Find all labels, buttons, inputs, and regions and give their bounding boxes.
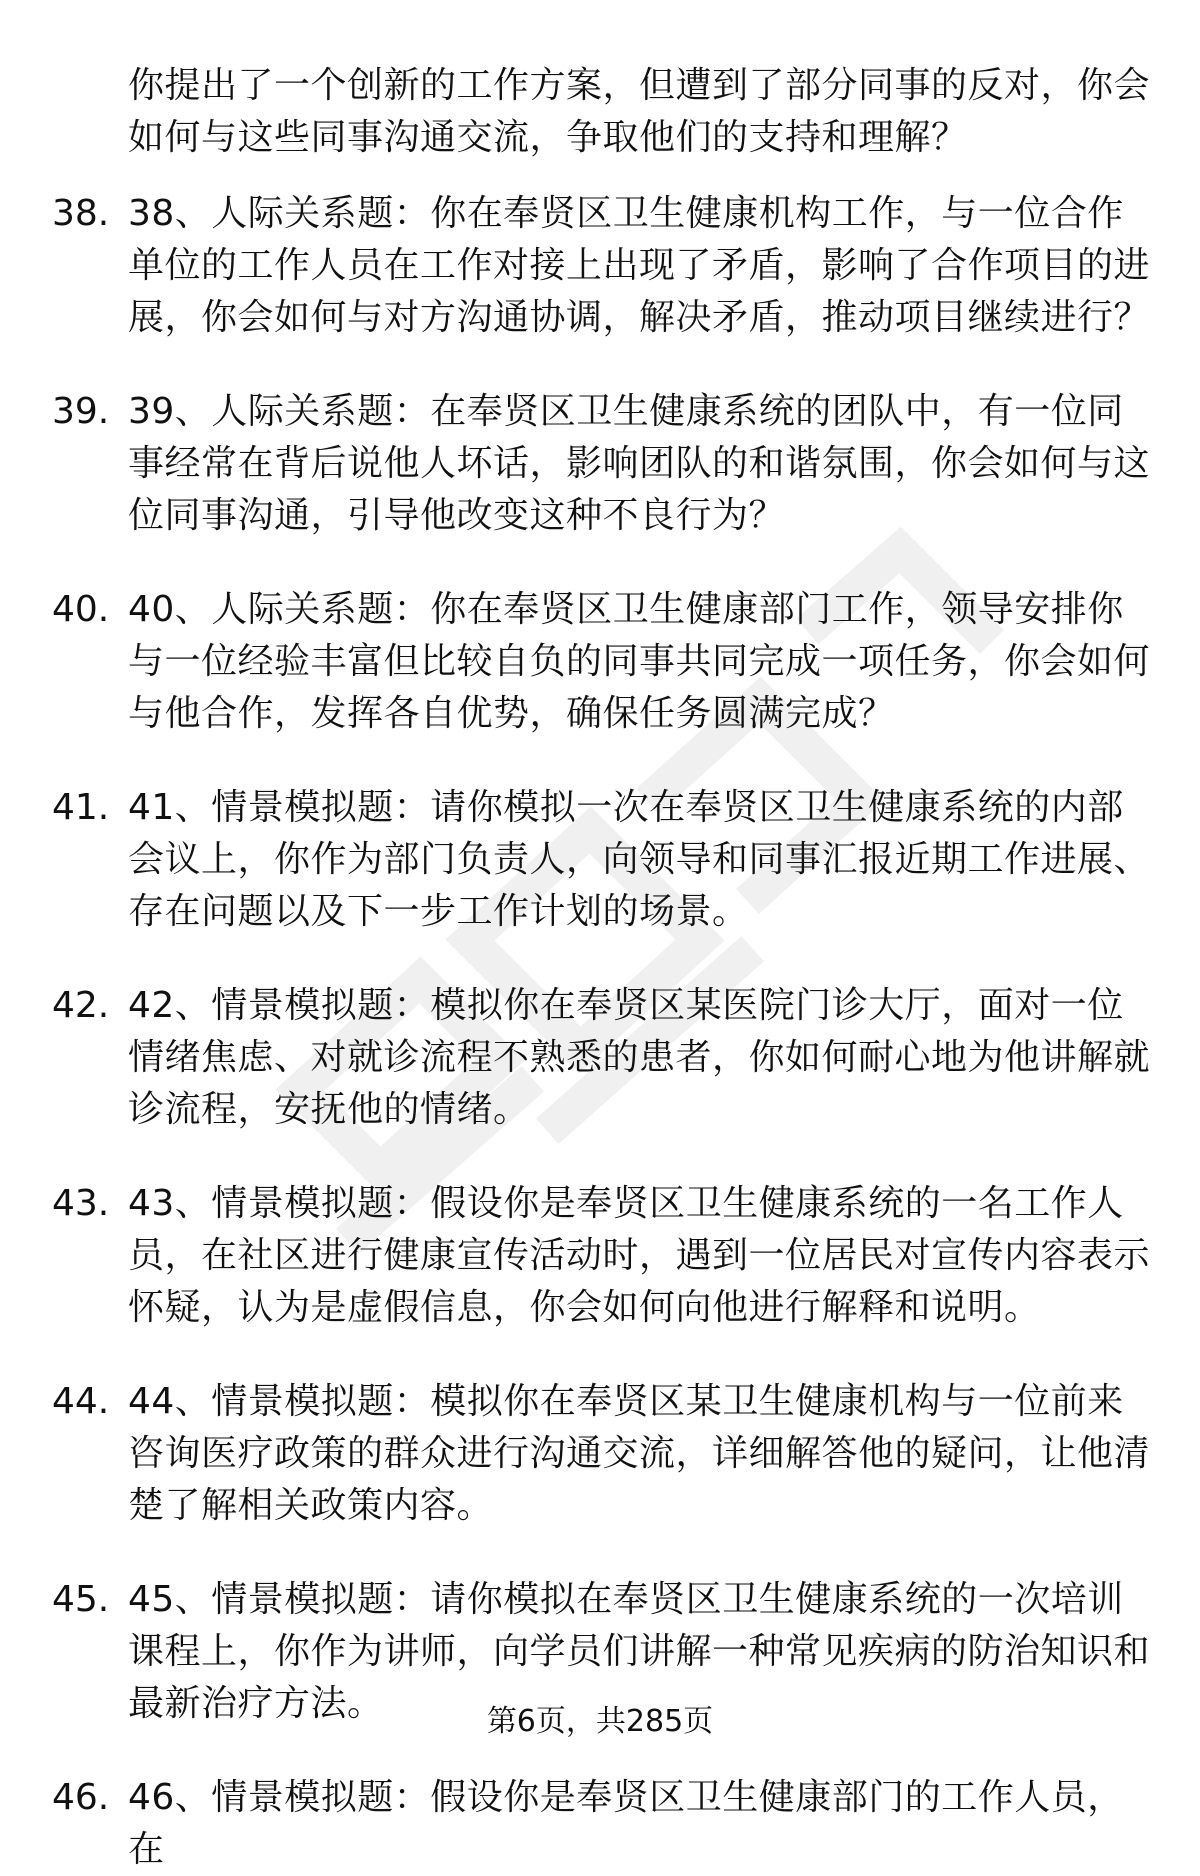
list-item (0, 188, 1200, 344)
list-item (0, 386, 1200, 542)
question-text: 45、情景模拟题：请你模拟在奉贤区卫生健康系统的一次培训课程上，你作为讲师，向学员们讲解一种常见疾病的防治知识和最新治疗方法。 (128, 1579, 1151, 1724)
continuation-paragraph: 你提出了一个创新的工作方案，但遭到了部分同事的反对，你会如何与这些同事沟通交流，争取他们的支持和理解？ (128, 65, 1151, 158)
question-text: 43、情景模拟题：假设你是奉贤区卫生健康系统的一名工作人员，在社区进行健康宣传活动时，遇到一位居民对宣传内容表示怀疑，认为是虚假信息，你会如何向他进行解释和说明。 (128, 1183, 1151, 1328)
question-text: 44、情景模拟题：模拟你在奉贤区某卫生健康机构与一位前来咨询医疗政策的群众进行沟通交流，详细解答他的疑问，让他清楚了解相关政策内容。 (128, 1381, 1151, 1526)
list-item (0, 782, 1200, 938)
page-number-footer: 第6页，共285页 (486, 1704, 714, 1739)
list-item (0, 980, 1200, 1136)
question-number: 45. (52, 1579, 110, 1620)
question-number: 43. (52, 1183, 110, 1224)
list-item (0, 1772, 1200, 1870)
list-item (0, 584, 1200, 740)
question-number: 39. (52, 391, 110, 432)
question-text: 46、情景模拟题：假设你是奉贤区卫生健康部门的工作人员，在 (128, 1777, 1124, 1870)
question-text: 40、人际关系题：你在奉贤区卫生健康部门工作，领导安排你与一位经验丰富但比较自负的同事共同完成一项任务，你会如何与他合作，发挥各自优势，确保任务圆满完成？ (128, 589, 1151, 734)
question-text: 42、情景模拟题：模拟你在奉贤区某医院门诊大厅，面对一位情绪焦虑、对就诊流程不熟悉的患者，你如何耐心地为他讲解就诊流程，安抚他的情绪。 (128, 985, 1151, 1130)
list-item (0, 1178, 1200, 1334)
question-number: 40. (52, 589, 110, 630)
question-number: 38. (52, 193, 110, 234)
question-number: 44. (52, 1381, 110, 1422)
list-item (0, 1376, 1200, 1532)
question-list (0, 188, 1200, 1870)
question-text: 41、情景模拟题：请你模拟一次在奉贤区卫生健康系统的内部会议上，你作为部门负责人，向领导和同事汇报近期工作进展、存在问题以及下一步工作计划的场景。 (128, 787, 1151, 932)
question-number: 41. (52, 787, 110, 828)
question-text: 38、人际关系题：你在奉贤区卫生健康机构工作，与一位合作单位的工作人员在工作对接上出现了矛盾，影响了合作项目的进展，你会如何与对方沟通协调，解决矛盾，推动项目继续进行？ (128, 193, 1151, 338)
question-number: 46. (52, 1777, 110, 1818)
question-number: 42. (52, 985, 110, 1026)
question-text: 39、人际关系题：在奉贤区卫生健康系统的团队中，有一位同事经常在背后说他人坏话，影响团队的和谐氛围，你会如何与这位同事沟通，引导他改变这种不良行为？ (128, 391, 1151, 536)
